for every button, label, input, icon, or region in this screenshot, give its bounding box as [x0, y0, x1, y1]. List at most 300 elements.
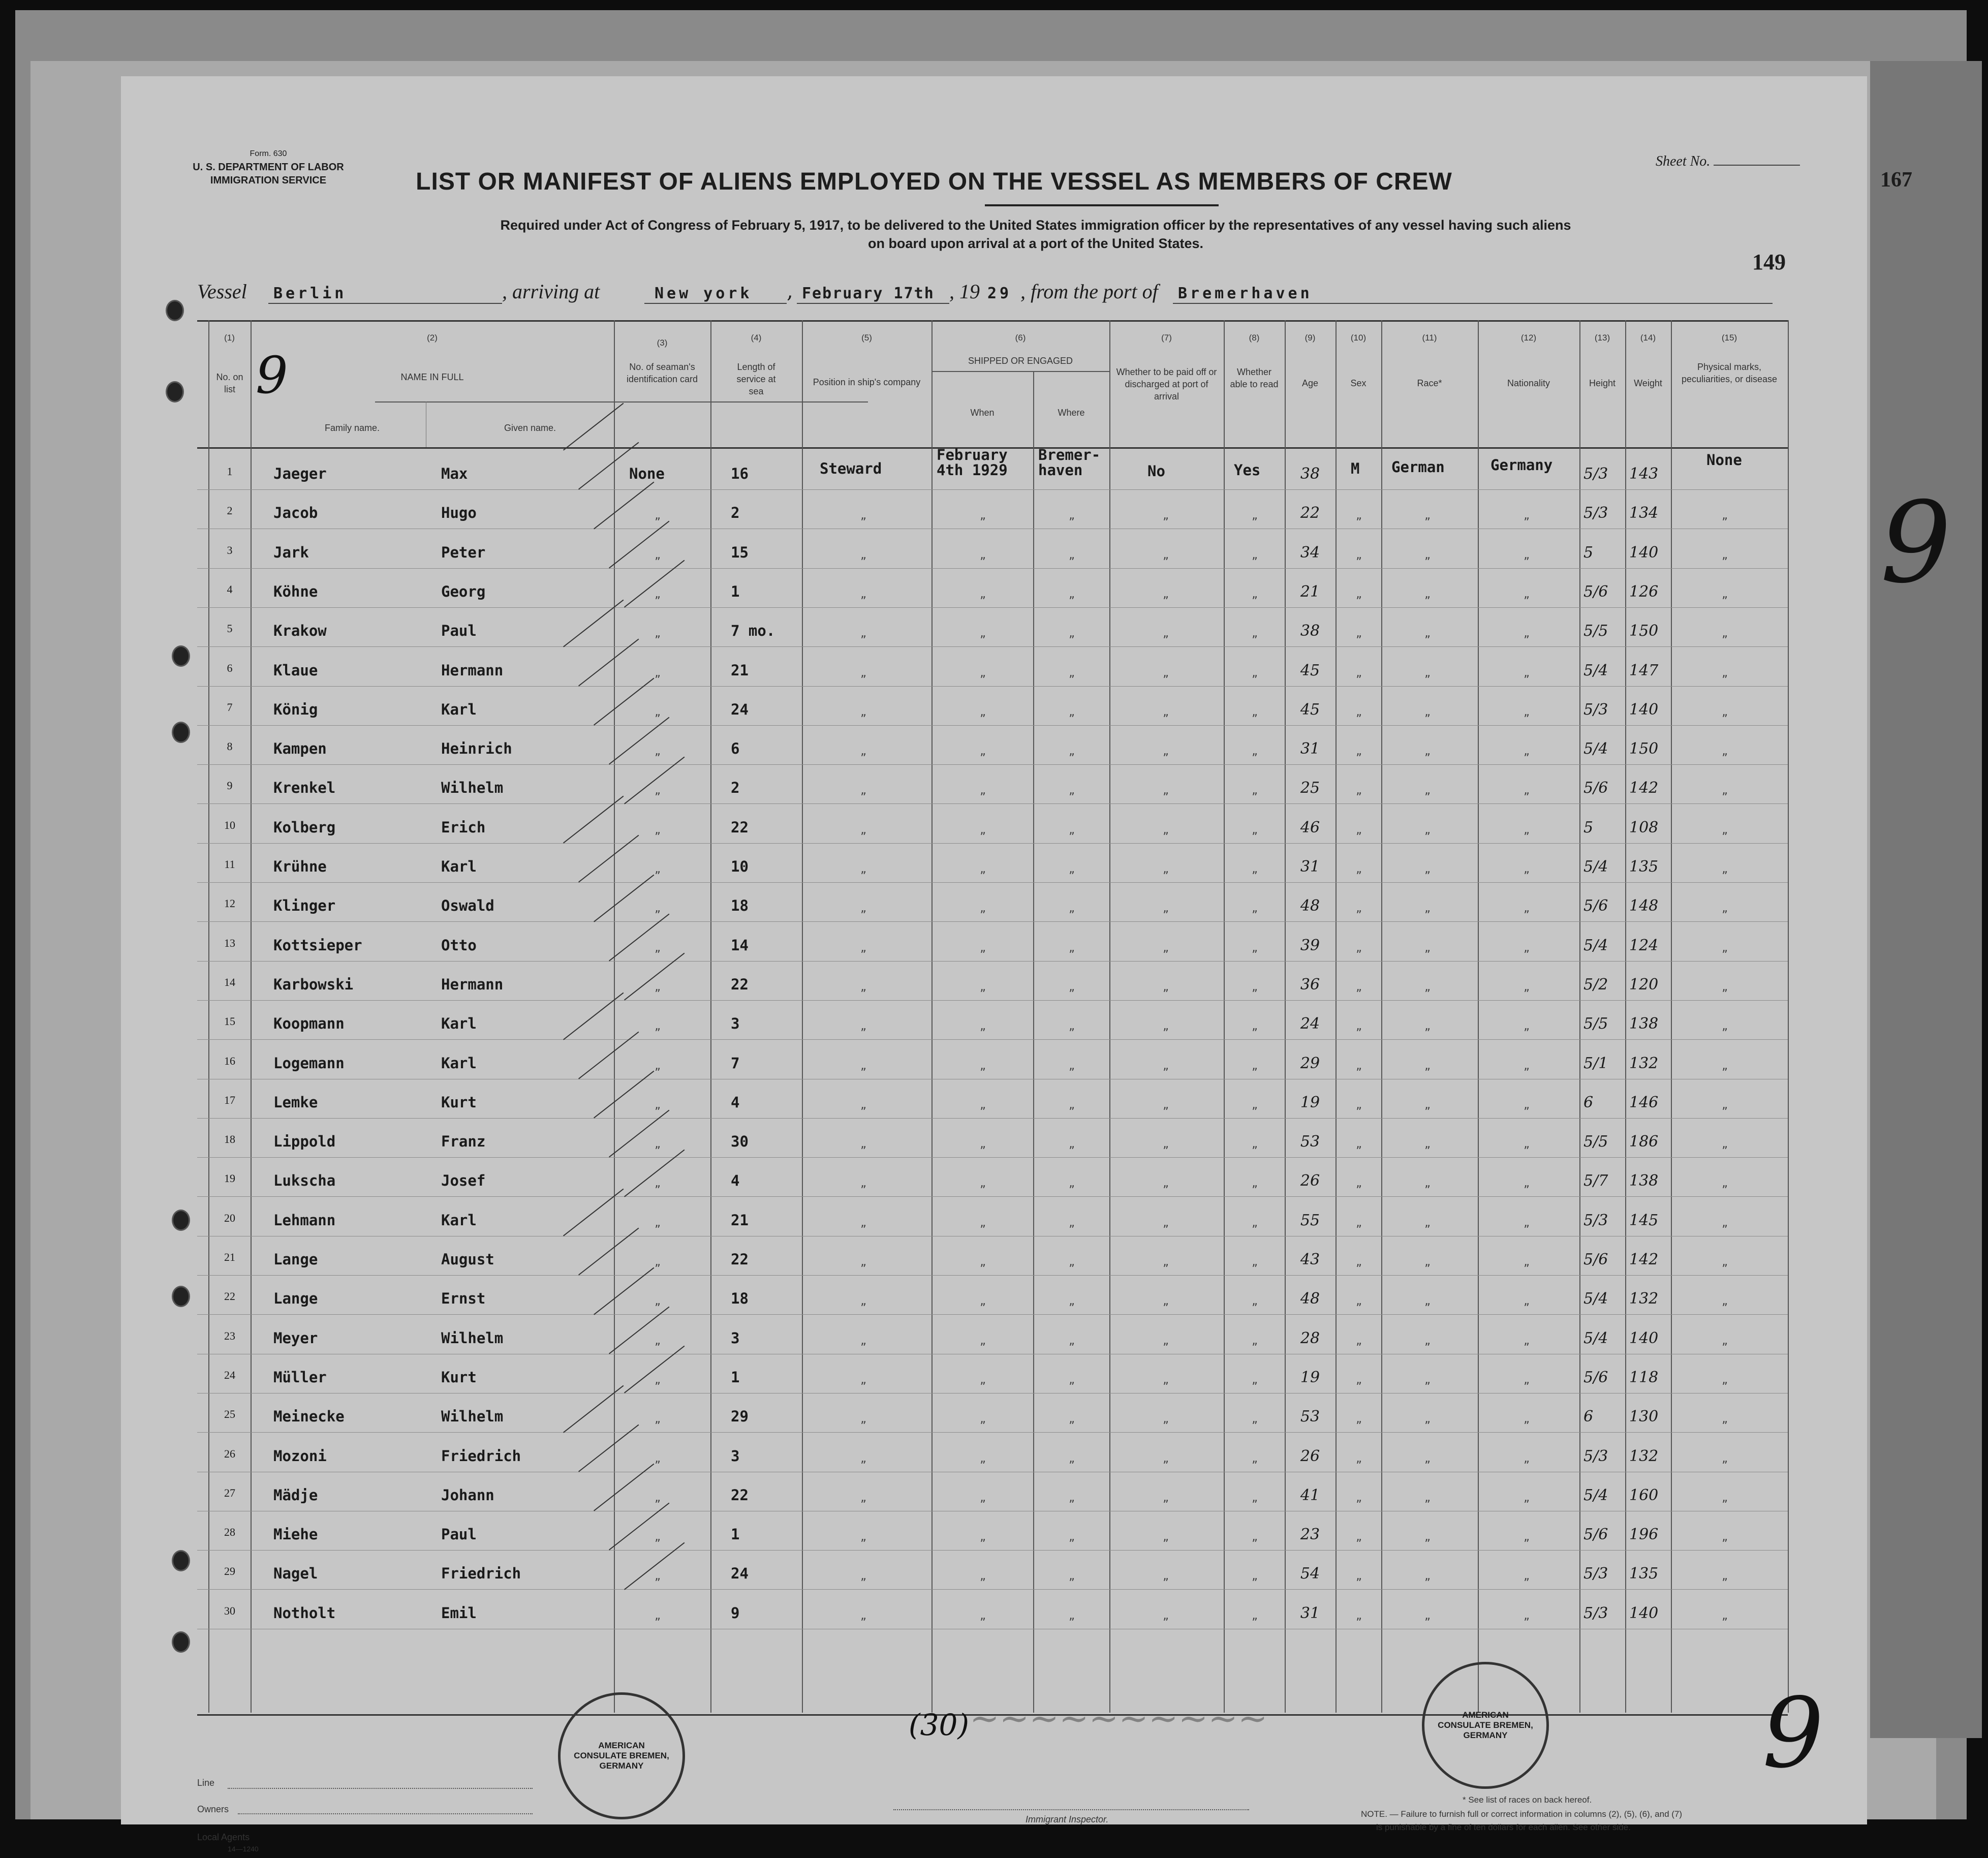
service-name: IMMIGRATION SERVICE — [210, 175, 327, 186]
row-age: 39 — [1300, 936, 1320, 954]
row-height: 5/6 — [1583, 582, 1608, 601]
col1-label: No. on list — [216, 372, 243, 394]
subtitle-line-1: Required under Act of Congress of February 5, 1917, to be delivered to the United States immigration officer by the representatives of any vessel having such aliens — [500, 218, 1571, 233]
ditto-mark: „ — [1424, 1413, 1431, 1426]
row-rule — [197, 1039, 1788, 1040]
col13-num: (13) — [1594, 333, 1610, 343]
ditto-mark: „ — [1356, 705, 1362, 718]
ditto-mark: „ — [1524, 548, 1530, 561]
ditto-mark: „ — [655, 863, 661, 875]
ditto-mark: „ — [1163, 941, 1169, 954]
ditto-mark: „ — [1424, 627, 1431, 640]
row-weight: 135 — [1629, 1565, 1659, 1583]
row-weight: 140 — [1629, 1329, 1659, 1347]
ditto-mark: „ — [980, 1256, 986, 1268]
col8-num: (8) — [1249, 333, 1260, 343]
ditto-mark: „ — [1252, 1491, 1258, 1504]
ditto-mark: „ — [1524, 1334, 1530, 1347]
row-given: Ernst — [441, 1290, 486, 1308]
row-weight: 120 — [1629, 975, 1659, 994]
ditto-mark: „ — [1356, 1295, 1362, 1308]
row-age: 53 — [1300, 1408, 1320, 1426]
ditto-mark: „ — [1252, 1334, 1258, 1347]
first-row-race: German — [1391, 458, 1445, 476]
ditto-mark: „ — [1069, 941, 1075, 954]
row-weight: 145 — [1629, 1211, 1659, 1229]
row-height: 5/6 — [1583, 1251, 1608, 1268]
ditto-mark: „ — [1069, 1334, 1075, 1347]
row-given: Kurt — [441, 1368, 477, 1386]
ditto-mark: „ — [1722, 1334, 1728, 1347]
col10-label: Sex — [1350, 378, 1366, 388]
row-given: Franz — [441, 1133, 486, 1151]
col13-label: Height — [1589, 378, 1616, 388]
ditto-mark: „ — [1163, 1570, 1169, 1583]
arrival-year: 29 — [987, 285, 1012, 302]
ditto-mark: „ — [860, 980, 867, 993]
row-height: 5/5 — [1583, 1133, 1608, 1151]
row-family: Meinecke — [273, 1408, 345, 1426]
row-age: 19 — [1300, 1093, 1320, 1111]
ditto-mark: „ — [1424, 1059, 1431, 1072]
ditto-mark: „ — [980, 980, 986, 993]
row-given: Karl — [441, 1211, 477, 1229]
ditto-mark: „ — [655, 1531, 661, 1543]
ditto-mark: „ — [1069, 1452, 1075, 1465]
row-height: 5/1 — [1583, 1054, 1608, 1072]
row-given: Karl — [441, 1054, 477, 1072]
ditto-mark: „ — [1163, 902, 1169, 915]
col5-label: Position in ship's company — [813, 377, 921, 387]
ditto-mark: „ — [1163, 705, 1169, 718]
ditto-mark: „ — [1252, 1256, 1258, 1268]
row-service: 24 — [731, 700, 749, 718]
punch-hole — [172, 1210, 190, 1231]
col6-where: Where — [1058, 408, 1085, 418]
row-height: 6 — [1583, 1408, 1594, 1426]
row-height: 5 — [1583, 543, 1594, 562]
ditto-mark: „ — [1524, 509, 1530, 522]
ditto-mark: „ — [1524, 823, 1530, 836]
row-height: 5/3 — [1583, 504, 1608, 522]
ditto-mark: „ — [860, 823, 867, 836]
ditto-mark: „ — [860, 587, 867, 600]
ditto-mark: „ — [860, 863, 867, 875]
row-service: 6 — [731, 740, 740, 758]
ditto-mark: „ — [980, 902, 986, 915]
ditto-mark: „ — [1424, 823, 1431, 836]
first-row-where-2: haven — [1038, 461, 1083, 479]
row-given: Oswald — [441, 897, 494, 915]
row-weight: 108 — [1629, 818, 1659, 837]
row-family: Kolberg — [273, 818, 336, 836]
col1-num: (1) — [224, 333, 235, 343]
row-family: Lehmann — [273, 1211, 336, 1229]
ditto-mark: „ — [1163, 509, 1169, 522]
row-rule — [197, 646, 1788, 647]
row-service: 14 — [731, 936, 749, 954]
ditto-mark: „ — [1163, 1452, 1169, 1465]
ditto-mark: „ — [1524, 1098, 1530, 1111]
row-rule — [197, 725, 1788, 726]
ditto-mark: „ — [1069, 548, 1075, 561]
row-family: Kampen — [273, 740, 327, 758]
ditto-mark: „ — [1524, 902, 1530, 915]
ditto-mark: „ — [655, 587, 661, 600]
ditto-mark: „ — [1356, 980, 1362, 993]
row-given: Wilhelm — [441, 1329, 504, 1347]
row-family: Lange — [273, 1290, 318, 1308]
row-age: 26 — [1300, 1447, 1320, 1465]
row-age: 43 — [1300, 1251, 1320, 1268]
row-age: 38 — [1300, 622, 1320, 640]
row-rule — [197, 882, 1788, 883]
row-age: 26 — [1300, 1172, 1320, 1190]
page-title: LIST OR MANIFEST OF ALIENS EMPLOYED ON THE VESSEL AS MEMBERS OF CREW — [416, 168, 1452, 195]
col6-num: (6) — [1015, 333, 1026, 343]
col9-num: (9) — [1304, 333, 1316, 343]
ditto-mark: „ — [1424, 784, 1431, 797]
ditto-mark: „ — [980, 1413, 986, 1426]
row-service: 22 — [731, 1251, 749, 1268]
row-age: 41 — [1300, 1486, 1320, 1504]
ditto-mark: „ — [655, 1256, 661, 1268]
side-mark-9: 9 — [1880, 478, 1951, 608]
ditto-mark: „ — [1069, 745, 1075, 758]
ditto-mark: „ — [1252, 1373, 1258, 1386]
ditto-mark: „ — [1356, 941, 1362, 954]
row-age: 54 — [1300, 1565, 1320, 1583]
row-family: Logemann — [273, 1054, 345, 1072]
seal-text-right: AMERICAN CONSULATE BREMEN, GERMANY — [1438, 1710, 1533, 1740]
row-given: Hugo — [441, 504, 477, 522]
sheet-number-label — [1656, 153, 1800, 170]
ditto-mark: „ — [1356, 745, 1362, 758]
row-n: 13 — [224, 936, 235, 949]
ditto-mark: „ — [1356, 902, 1362, 915]
row-service: 9 — [731, 1604, 740, 1622]
ditto-mark: „ — [1356, 1020, 1362, 1033]
row-height: 5/5 — [1583, 1015, 1608, 1033]
ditto-mark: „ — [655, 902, 661, 915]
ditto-mark: „ — [980, 509, 986, 522]
row-age: 25 — [1300, 779, 1320, 797]
subtitle-line-2: on board upon arrival at a port of the United States. — [867, 236, 1204, 251]
ditto-mark: „ — [1722, 627, 1728, 640]
ditto-mark: „ — [1524, 1177, 1530, 1190]
ditto-mark: „ — [1424, 548, 1431, 561]
ditto-mark: „ — [1722, 941, 1728, 954]
row-family: Jaeger — [273, 465, 327, 482]
col4-num: (4) — [751, 333, 762, 343]
ditto-mark: „ — [1722, 1373, 1728, 1386]
note-line-2: is punishable by a fine of ten dollars for each alien. See other side. — [1376, 1822, 1631, 1832]
row-service: 29 — [731, 1408, 749, 1426]
ditto-mark: „ — [1722, 1216, 1728, 1229]
row-service: 4 — [731, 1093, 740, 1111]
ditto-mark: „ — [1069, 902, 1075, 915]
row-given: August — [441, 1251, 494, 1268]
punch-hole — [172, 1550, 190, 1571]
ditto-mark: „ — [980, 1138, 986, 1151]
first-row-where-1: Bremer- — [1038, 446, 1101, 463]
row-family: Lemke — [273, 1093, 318, 1111]
ditto-mark: „ — [1356, 1531, 1362, 1543]
row-weight: 138 — [1629, 1172, 1659, 1190]
owners-label: Owners — [197, 1804, 229, 1814]
row-rule — [197, 843, 1788, 844]
ditto-mark: „ — [1069, 1609, 1075, 1622]
ditto-mark: „ — [1252, 902, 1258, 915]
row-given: Kurt — [441, 1093, 477, 1111]
first-row-paid-off: No — [1147, 462, 1165, 480]
first-row-read: Yes — [1234, 461, 1261, 479]
row-n: 20 — [224, 1211, 235, 1224]
page-number-secondary: 149 — [1752, 250, 1786, 274]
ditto-mark: „ — [655, 1491, 661, 1504]
ditto-mark: „ — [1252, 1098, 1258, 1111]
ditto-mark: „ — [1163, 1020, 1169, 1033]
ditto-mark: „ — [1524, 1020, 1530, 1033]
row-n: 28 — [224, 1526, 235, 1539]
ditto-mark: „ — [1722, 1609, 1728, 1622]
ditto-mark: „ — [860, 627, 867, 640]
ditto-mark: „ — [980, 587, 986, 600]
row-rule — [197, 1432, 1788, 1433]
row-weight: 143 — [1629, 465, 1659, 483]
row-n: 2 — [227, 504, 233, 517]
row-given: Josef — [441, 1172, 486, 1190]
row-height: 5/6 — [1583, 897, 1608, 915]
row-given: Georg — [441, 582, 486, 600]
ditto-mark: „ — [1163, 1373, 1169, 1386]
row-service: 2 — [731, 779, 740, 797]
first-row-marks: None — [1706, 451, 1742, 469]
ditto-mark: „ — [1163, 1413, 1169, 1426]
row-given: Wilhelm — [441, 1408, 504, 1426]
row-age: 46 — [1300, 818, 1320, 837]
ditto-mark: „ — [1163, 1334, 1169, 1347]
ditto-mark: „ — [1163, 1138, 1169, 1151]
row-family: Mozoni — [273, 1447, 327, 1465]
departure-port: Bremerhaven — [1178, 285, 1313, 302]
ditto-mark: „ — [1722, 509, 1728, 522]
ditto-mark: „ — [655, 1413, 661, 1426]
note-star: * See list of races on back hereof. — [1463, 1795, 1592, 1805]
ditto-mark: „ — [1356, 1609, 1362, 1622]
ditto-mark: „ — [1424, 1491, 1431, 1504]
row-n: 17 — [224, 1093, 235, 1106]
first-row-sex: M — [1351, 460, 1360, 477]
ditto-mark: „ — [1069, 705, 1075, 718]
arrival-port: New york — [655, 285, 753, 302]
ditto-mark: „ — [655, 784, 661, 797]
ditto-mark: „ — [1069, 509, 1075, 522]
ditto-mark: „ — [980, 1059, 986, 1072]
from-port-label: , from the port of — [1020, 280, 1158, 303]
row-age: 38 — [1300, 465, 1320, 483]
ditto-mark: „ — [1424, 1531, 1431, 1543]
row-service: 15 — [731, 543, 749, 561]
ditto-mark: „ — [860, 509, 867, 522]
ditto-mark: „ — [1424, 1295, 1431, 1308]
ditto-mark: „ — [1722, 705, 1728, 718]
ditto-mark: „ — [1356, 1256, 1362, 1268]
ditto-mark: „ — [860, 1491, 867, 1504]
row-weight: 160 — [1629, 1486, 1659, 1504]
row-service: 24 — [731, 1565, 749, 1583]
ditto-mark: „ — [1424, 980, 1431, 993]
ditto-mark: „ — [980, 1491, 986, 1504]
ditto-mark: „ — [1722, 823, 1728, 836]
row-family: Klaue — [273, 661, 318, 679]
ditto-mark: „ — [1069, 823, 1075, 836]
ditto-mark: „ — [1252, 1295, 1258, 1308]
owners-rule — [238, 1813, 533, 1814]
row-height: 5/7 — [1583, 1172, 1608, 1190]
row-given: Heinrich — [441, 740, 512, 758]
ditto-mark: „ — [860, 1452, 867, 1465]
row-weight: 186 — [1629, 1133, 1659, 1151]
ditto-mark: „ — [1356, 1334, 1362, 1347]
ditto-mark: „ — [655, 1059, 661, 1072]
row-height: 5/3 — [1583, 1447, 1608, 1465]
ditto-mark: „ — [1424, 863, 1431, 875]
punch-hole — [172, 722, 190, 743]
row-age: 21 — [1300, 582, 1320, 601]
col7-label: Whether to be paid off or discharged at port of arrival — [1116, 367, 1217, 401]
form-code: 14—1240 — [228, 1845, 259, 1853]
vessel-line — [197, 280, 1773, 310]
ditto-mark: „ — [1163, 980, 1169, 993]
row-n: 29 — [224, 1565, 235, 1578]
row-service: 21 — [731, 661, 749, 679]
ditto-mark: „ — [1356, 1413, 1362, 1426]
ditto-mark: „ — [1252, 1531, 1258, 1543]
row-service: 3 — [731, 1015, 740, 1033]
punch-hole — [172, 1286, 190, 1307]
row-service: 21 — [731, 1211, 749, 1229]
ditto-mark: „ — [860, 1020, 867, 1033]
row-age: 55 — [1300, 1211, 1320, 1229]
row-family: Krühne — [273, 858, 327, 875]
ditto-mark: „ — [980, 705, 986, 718]
ditto-mark: „ — [1424, 1098, 1431, 1111]
ditto-mark: „ — [1356, 1138, 1362, 1151]
ditto-mark: „ — [1722, 587, 1728, 600]
ditto-mark: „ — [1069, 1373, 1075, 1386]
row-rule — [197, 1118, 1788, 1119]
row-age: 29 — [1300, 1054, 1320, 1072]
row-height: 5/6 — [1583, 779, 1608, 797]
row-age: 22 — [1300, 504, 1320, 522]
ditto-mark: „ — [1722, 1098, 1728, 1111]
ditto-mark: „ — [1356, 587, 1362, 600]
ditto-mark: „ — [1424, 1216, 1431, 1229]
ditto-mark: „ — [1356, 823, 1362, 836]
ditto-mark: „ — [1722, 1452, 1728, 1465]
ditto-mark: „ — [1524, 980, 1530, 993]
ditto-mark: „ — [1524, 587, 1530, 600]
row-n: 25 — [224, 1408, 235, 1421]
ditto-mark: „ — [860, 1413, 867, 1426]
row-weight: 140 — [1629, 700, 1659, 719]
row-height: 5/4 — [1583, 936, 1608, 954]
row-service: 10 — [731, 858, 749, 875]
ditto-mark: „ — [1163, 823, 1169, 836]
ditto-mark: „ — [1252, 1138, 1258, 1151]
ditto-mark: „ — [1722, 745, 1728, 758]
ditto-mark: „ — [1722, 1138, 1728, 1151]
inspector-signature: ~~~~~~~~~~ — [970, 1697, 1268, 1739]
row-rule — [197, 489, 1788, 490]
ditto-mark: „ — [1163, 745, 1169, 758]
ditto-mark: „ — [1069, 1491, 1075, 1504]
row-age: 28 — [1300, 1329, 1320, 1347]
ditto-mark: „ — [655, 1138, 661, 1151]
row-service: 1 — [731, 1368, 740, 1386]
ditto-mark: „ — [655, 1452, 661, 1465]
ditto-mark: „ — [980, 627, 986, 640]
ditto-mark: „ — [655, 1177, 661, 1190]
row-family: Jacob — [273, 504, 318, 522]
punch-hole — [172, 1631, 190, 1653]
row-weight: 196 — [1629, 1526, 1659, 1544]
ditto-mark: „ — [1069, 1295, 1075, 1308]
row-n: 4 — [227, 582, 233, 596]
arrival-date: February 17th — [802, 285, 935, 302]
ditto-mark: „ — [980, 1609, 986, 1622]
ditto-mark: „ — [655, 509, 661, 522]
col8-label: Whether able to read — [1230, 367, 1279, 389]
ditto-mark: „ — [1252, 627, 1258, 640]
ditto-mark: „ — [860, 1216, 867, 1229]
consulate-seal-left — [558, 1692, 685, 1819]
col10-num: (10) — [1350, 333, 1366, 343]
ditto-mark: „ — [655, 548, 661, 561]
punch-hole — [166, 381, 184, 402]
row-n: 24 — [224, 1368, 235, 1381]
ditto-mark: „ — [980, 1177, 986, 1190]
col4-label: Length of service at sea — [736, 362, 776, 396]
row-height: 5/3 — [1583, 1211, 1608, 1229]
row-given: Johann — [441, 1486, 494, 1504]
row-service: 30 — [731, 1133, 749, 1151]
row-n: 7 — [227, 700, 233, 714]
row-family: König — [273, 700, 318, 718]
col15-num: (15) — [1721, 333, 1737, 343]
row-given: Karl — [441, 1015, 477, 1033]
ditto-mark: „ — [655, 1098, 661, 1111]
ditto-mark: „ — [1722, 1491, 1728, 1504]
ditto-mark: „ — [1252, 1020, 1258, 1033]
row-weight: 134 — [1629, 504, 1659, 522]
subtitle — [334, 216, 1737, 253]
consulate-seal-right — [1422, 1662, 1549, 1789]
ditto-mark: „ — [1524, 1609, 1530, 1622]
row-weight: 150 — [1629, 740, 1659, 758]
ditto-mark: „ — [1069, 1059, 1075, 1072]
ditto-mark: „ — [1069, 1098, 1075, 1111]
row-rule — [197, 568, 1788, 569]
ditto-mark: „ — [1356, 509, 1362, 522]
ditto-mark: „ — [1722, 1177, 1728, 1190]
ditto-mark: „ — [1252, 1570, 1258, 1583]
row-service: 22 — [731, 975, 749, 993]
ditto-mark: „ — [1722, 1413, 1728, 1426]
ditto-mark: „ — [1163, 548, 1169, 561]
ditto-mark: „ — [1424, 587, 1431, 600]
